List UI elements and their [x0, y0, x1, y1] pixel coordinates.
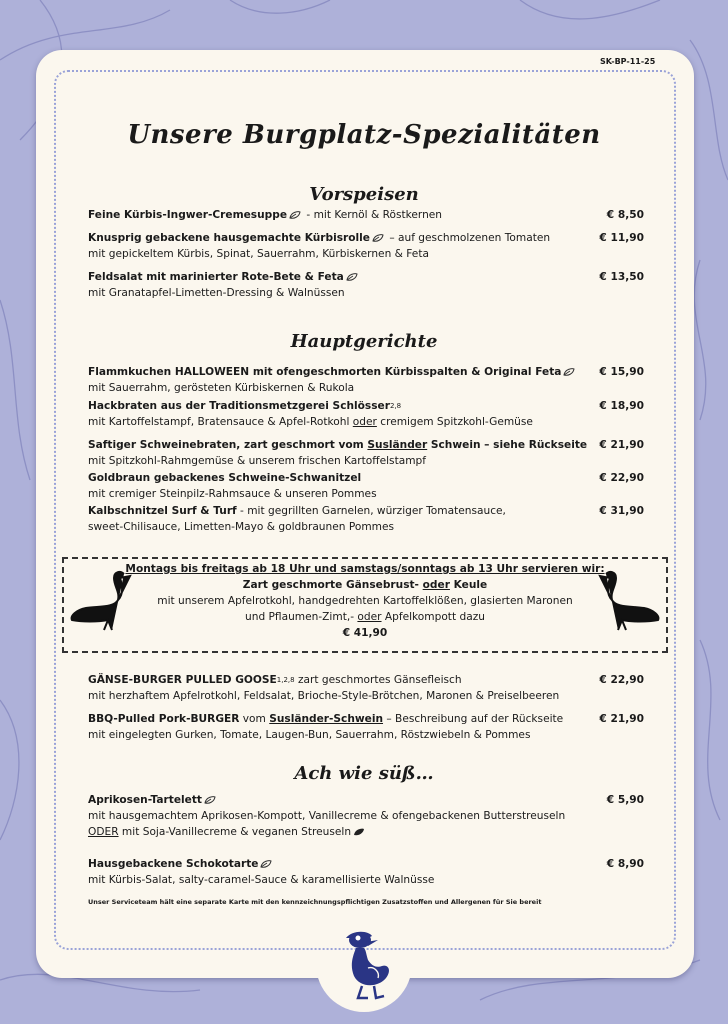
- allergen-note: 1,2,8: [276, 676, 295, 684]
- item-name: Aprikosen-Tartelett: [88, 794, 202, 806]
- section-title-dessert: Ach wie süß…: [294, 763, 434, 784]
- item-name: Hackbraten aus der Traditionsmetzgerei Schlösser: [88, 400, 390, 412]
- leaf-icon: [204, 796, 216, 804]
- goose-dish-or: oder: [422, 579, 450, 591]
- goose-special-text: [62, 561, 668, 641]
- item-desc: mit cremiger Steinpilz-Rahmsauce & unseren Pommes: [88, 488, 377, 500]
- item-name: Feine Kürbis-Ingwer-Cremesuppe: [88, 209, 288, 221]
- menu-item: [88, 856, 644, 888]
- leaf-icon: [260, 860, 272, 868]
- menu-item: [88, 230, 644, 262]
- menu-item: [88, 207, 644, 223]
- goose-schedule: Montags bis freitags ab 18 Uhr und samstags/sonntags ab 13 Uhr servieren wir:: [125, 563, 605, 575]
- item-name: Schwein – siehe Rückseite: [427, 439, 588, 451]
- item-price: € 18,90: [599, 400, 644, 412]
- menu-item: [88, 711, 644, 743]
- item-price: € 5,90: [606, 794, 644, 806]
- goose-desc-or: oder: [357, 611, 382, 623]
- item-name: Knusprig gebackene hausgemachte Kürbisrolle: [88, 232, 370, 244]
- leaf-icon: [372, 234, 384, 242]
- menu-item: [88, 398, 644, 430]
- goose-price: € 41,90: [342, 627, 388, 639]
- item-price: € 31,90: [599, 505, 644, 517]
- goose-desc: Apfelkompott dazu: [381, 611, 485, 623]
- item-name: BBQ-Pulled Pork-BURGER: [88, 713, 240, 725]
- menu-item: [88, 792, 644, 840]
- item-name-origin: Susländer-Schwein: [269, 713, 384, 725]
- item-desc: mit eingelegten Gurken, Tomate, Laugen-Bun, Sauerrahm, Röstzwiebeln & Pommes: [88, 729, 531, 741]
- menu-item: [88, 269, 644, 301]
- item-price: € 8,50: [606, 209, 644, 221]
- menu-code: SK-BP-11-25: [600, 57, 656, 66]
- goose-dish: Zart geschmorte Gänsebrust-: [242, 579, 423, 591]
- item-desc: mit hausgemachtem Aprikosen-Kompott, Vanillecreme & ofengebackenen Butterstreuseln: [88, 810, 566, 822]
- item-desc: – auf geschmolzenen Tomaten: [385, 232, 551, 244]
- item-desc: sweet-Chilisauce, Limetten-Mayo & goldbraunen Pommes: [88, 521, 395, 533]
- menu-item: [88, 437, 644, 469]
- item-desc: mit Sauerrahm, gerösteten Kürbiskernen & Rukola: [88, 382, 355, 394]
- duck-logo-icon: [338, 926, 398, 1002]
- item-price: € 22,90: [599, 472, 644, 484]
- item-desc: mit Kartoffelstampf, Bratensauce & Apfel-Rotkohl: [88, 416, 353, 428]
- item-desc: - mit Kernöl & Röstkernen: [303, 209, 443, 221]
- item-desc-or: ODER: [88, 826, 119, 838]
- item-price: € 21,90: [599, 713, 644, 725]
- item-desc: – Beschreibung auf der Rückseite: [383, 713, 564, 725]
- menu-item: [88, 470, 644, 502]
- item-name: Feldsalat mit marinierter Rote-Bete & Feta: [88, 271, 344, 283]
- item-name-origin: Susländer: [367, 439, 428, 451]
- section-title-vorspeisen: Vorspeisen: [309, 184, 419, 205]
- item-price: € 22,90: [599, 674, 644, 686]
- page-title: Unsere Burgplatz-Spezialitäten: [127, 120, 601, 150]
- item-name: Flammkuchen HALLOWEEN mit ofengeschmorten Kürbisspalten & Original Feta: [88, 366, 562, 378]
- allergen-footnote: Unser Serviceteam hält eine separate Karte mit den kennzeichnungspflichtigen Zusatzstoffen und Allergenen für Sie bereit: [88, 898, 542, 906]
- item-name: GÄNSE-BURGER PULLED GOOSE: [88, 674, 277, 686]
- item-price: € 15,90: [599, 366, 644, 378]
- item-name: Hausgebackene Schokotarte: [88, 858, 259, 870]
- item-price: € 21,90: [599, 439, 644, 451]
- item-desc: cremigem Spitzkohl-Gemüse: [376, 416, 533, 428]
- leaf-icon: [353, 828, 365, 836]
- item-name: Saftiger Schweinebraten, zart geschmort vom: [88, 439, 368, 451]
- item-desc: mit gepickeltem Kürbis, Spinat, Sauerrahm, Kürbiskernen & Feta: [88, 248, 429, 260]
- leaf-icon: [346, 273, 358, 281]
- menu-item: [88, 672, 644, 704]
- item-price: € 8,90: [606, 858, 644, 870]
- item-desc: mit Kürbis-Salat, salty-caramel-Sauce & karamellisierte Walnüsse: [88, 874, 435, 886]
- goose-desc: mit unserem Apfelrotkohl, handgedrehten Kartoffelklößen, glasierten Maronen: [157, 595, 573, 607]
- goose-desc: und Pflaumen-Zimt,-: [245, 611, 358, 623]
- section-title-hauptgerichte: Hauptgerichte: [290, 331, 438, 352]
- item-desc: mit Soja-Vanillecreme & veganen Streuseln: [118, 826, 352, 838]
- item-desc: zart geschmortes Gänsefleisch: [294, 674, 462, 686]
- menu-item: [88, 503, 644, 535]
- item-desc: mit herzhaftem Apfelrotkohl, Feldsalat, Brioche-Style-Brötchen, Maronen & Preiselbeeren: [88, 690, 560, 702]
- item-desc-or: oder: [352, 416, 377, 428]
- item-desc: - mit gegrillten Garnelen, würziger Tomatensauce,: [236, 505, 506, 517]
- item-price: € 11,90: [599, 232, 644, 244]
- item-name: Goldbraun gebackenes Schweine-Schwanitzel: [88, 472, 362, 484]
- menu-item: [88, 364, 644, 396]
- item-name: Kalbschnitzel Surf & Turf: [88, 505, 237, 517]
- leaf-icon: [563, 368, 575, 376]
- item-price: € 13,50: [599, 271, 644, 283]
- allergen-note: 2,8: [389, 402, 402, 410]
- leaf-icon: [289, 211, 301, 219]
- goose-dish: Keule: [449, 579, 488, 591]
- item-desc: mit Granatapfel-Limetten-Dressing & Walnüssen: [88, 287, 345, 299]
- item-desc: mit Spitzkohl-Rahmgemüse & unserem frischen Kartoffelstampf: [88, 455, 426, 467]
- item-desc: vom: [239, 713, 270, 725]
